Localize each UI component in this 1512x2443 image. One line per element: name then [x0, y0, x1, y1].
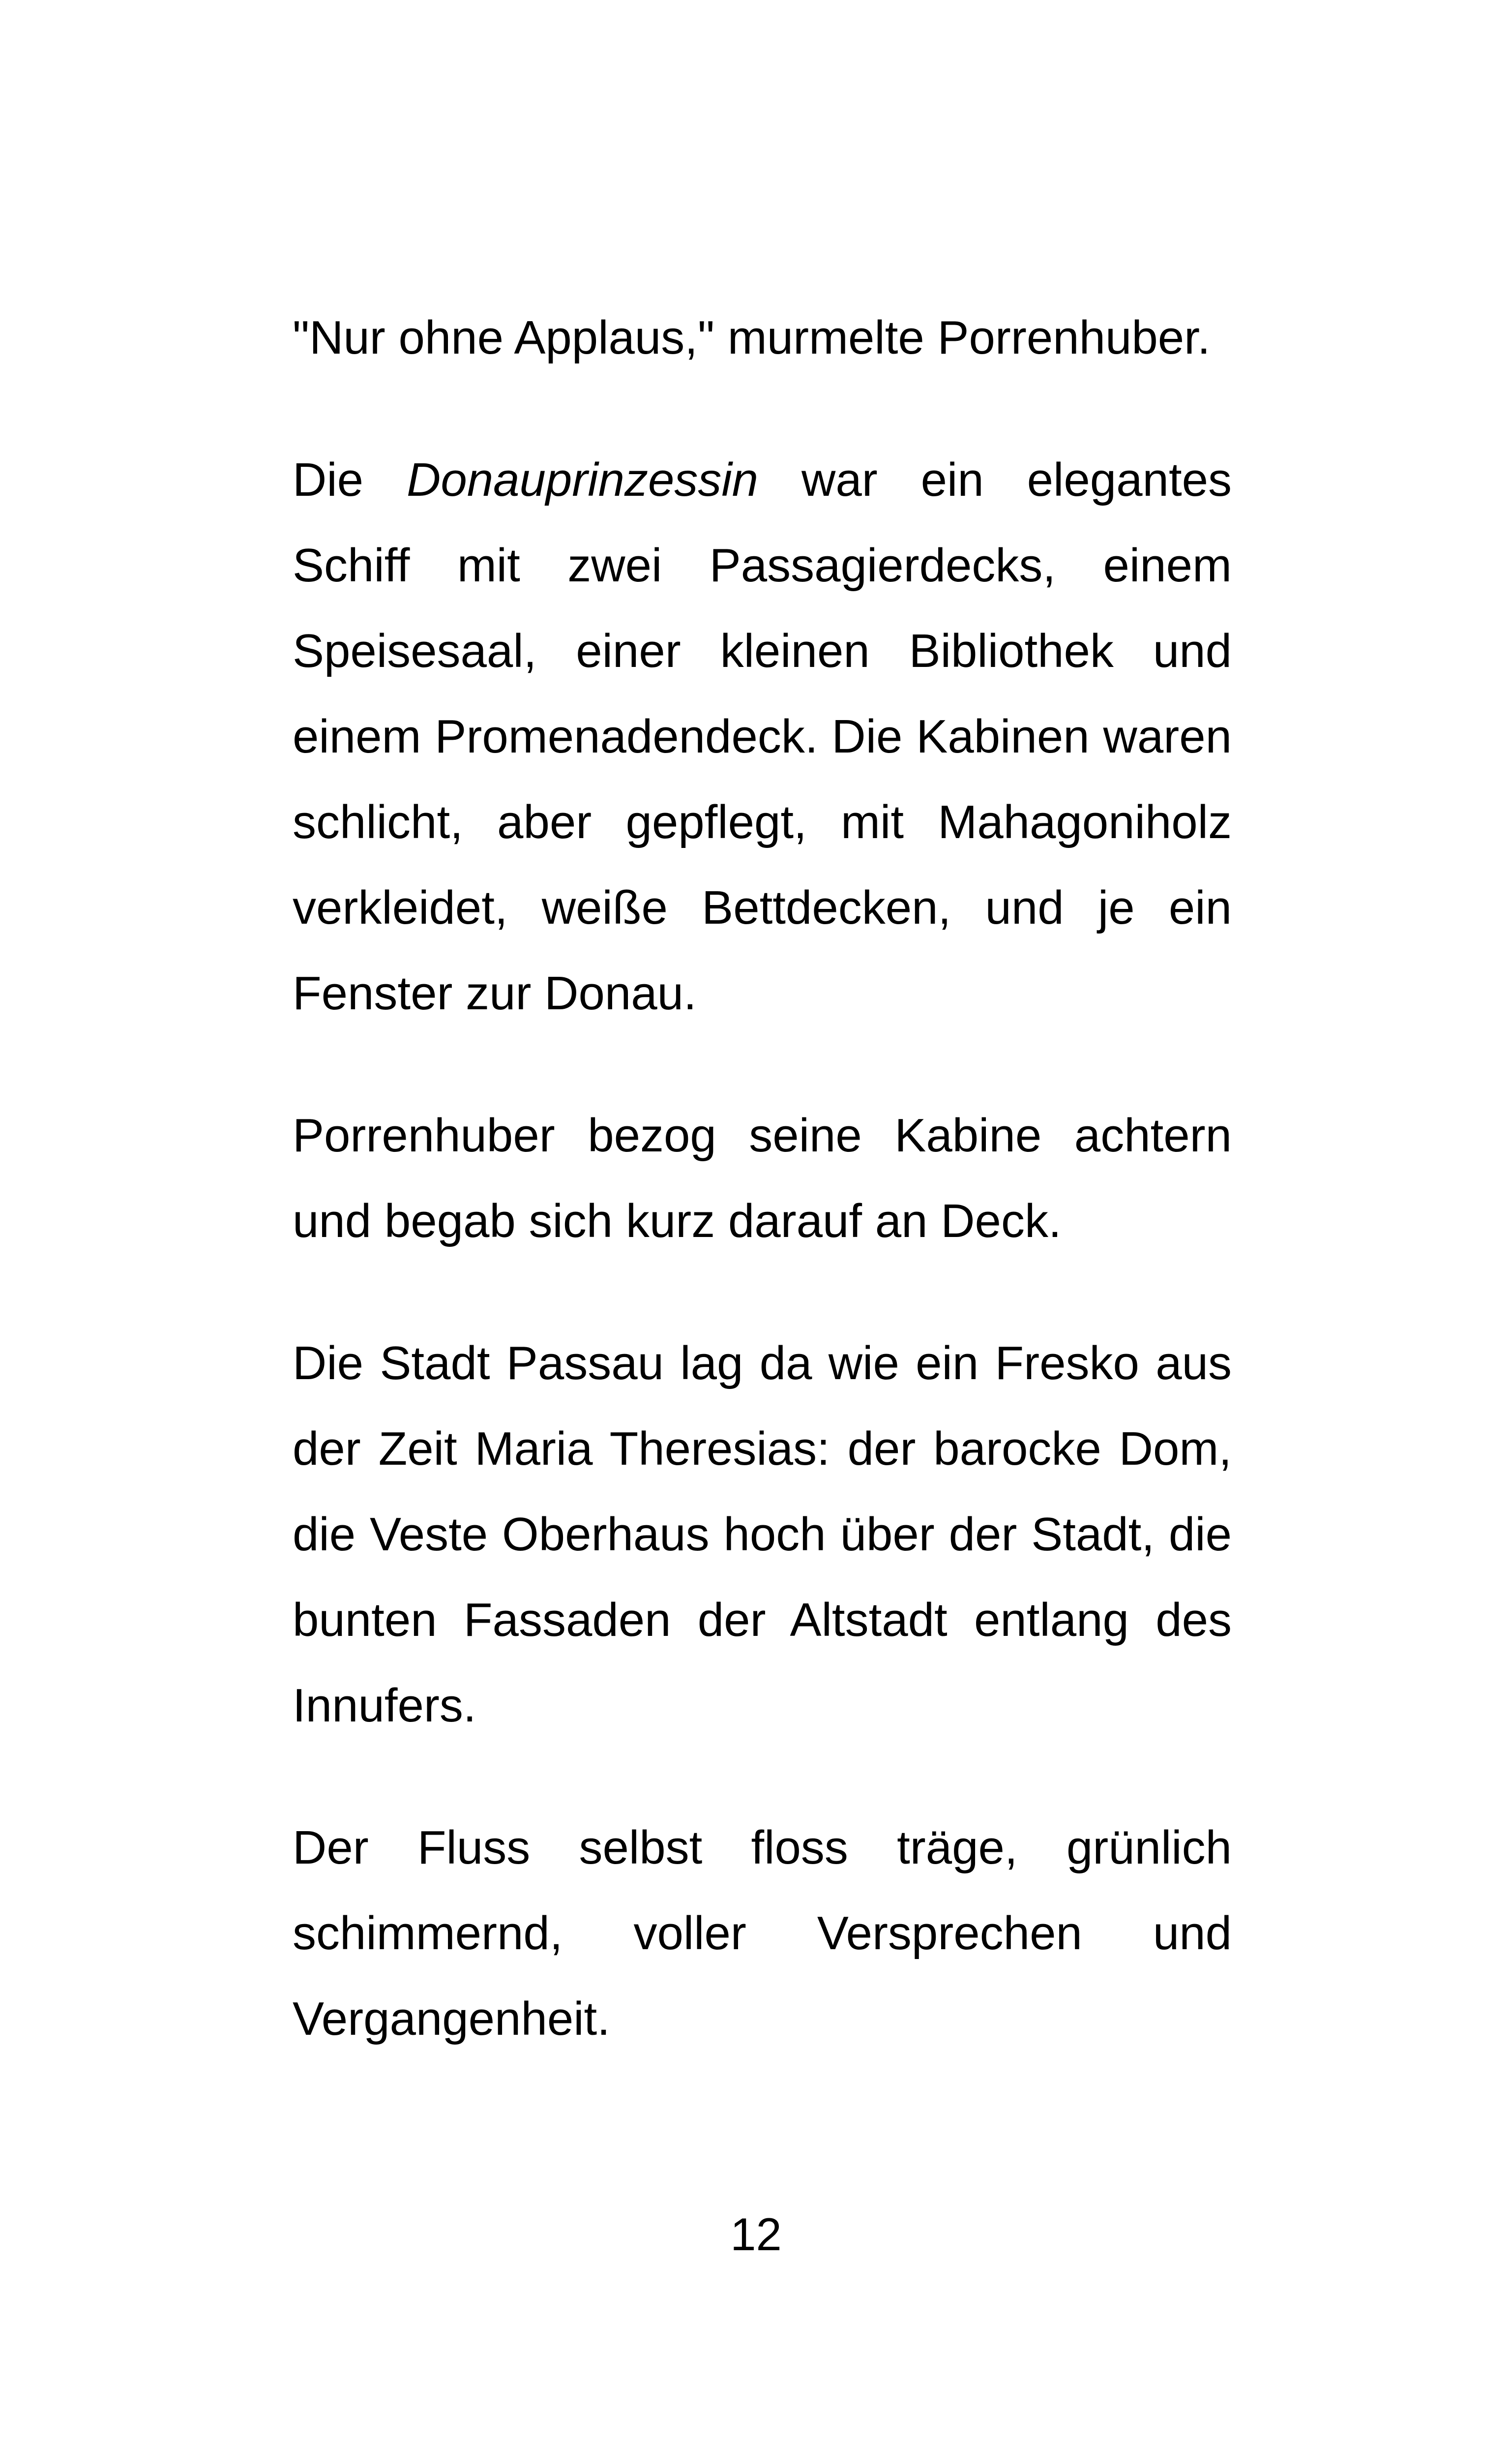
text-segment: Die Stadt Passau lag da wie ein Fresko aus der Zeit Maria Theresias: der barocke Dom, die Veste Oberhaus hoch über der Stadt, die bunten Fassaden der Altstadt entlang des Innufers. — [293, 1337, 1232, 1732]
text-segment: Die — [293, 453, 407, 506]
body-text — [293, 295, 1232, 2062]
page-number: 12 — [730, 2208, 782, 2260]
paragraph — [293, 437, 1232, 1036]
paragraph — [293, 295, 1232, 381]
text-segment: "Nur ohne Applaus," murmelte Porrenhuber. — [293, 311, 1211, 364]
paragraph — [293, 1805, 1232, 2062]
text-segment: Der Fluss selbst floss träge, grünlich schimmernd, voller Versprechen und Vergangenheit. — [293, 1821, 1232, 2045]
ship-name: Donauprinzessin — [406, 453, 759, 506]
text-segment: Porrenhuber bezog seine Kabine achtern und begab sich kurz darauf an Deck. — [293, 1109, 1232, 1247]
paragraph — [293, 1093, 1232, 1264]
text-segment: war ein elegantes Schiff mit zwei Passagierdecks, einem Speisesaal, einer kleinen Bibliothek und einem Promenadendeck. Die Kabinen waren schlicht, aber gepflegt, mit Mahagoniholz verkleidet, weiße Bettdecken, und je ein Fenster zur Donau. — [293, 453, 1232, 1020]
paragraph — [293, 1321, 1232, 1749]
